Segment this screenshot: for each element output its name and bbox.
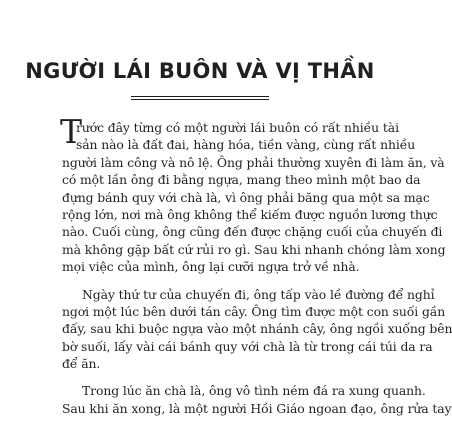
paragraph-3 xyxy=(62,382,452,417)
text-line: đấy, sau khi buộc ngựa vào một nhánh cây, ông ngồi xuống bên xyxy=(62,321,452,337)
text-line: bờ suối, lấy vài cái bánh quy với chà là từ trong cái túi da ra xyxy=(62,338,433,354)
text-line: mà không gặp bất cứ rủi ro gì. Sau khi nhanh chóng làm xong xyxy=(62,241,446,257)
chapter-title: NGƯỜI LÁI BUÔN VÀ VỊ THẦN xyxy=(25,59,375,83)
paragraph-2 xyxy=(62,286,452,373)
title-underline-ornament xyxy=(131,95,269,101)
text-line: để ăn. xyxy=(62,356,101,372)
text-line: Sau khi ăn xong, là một người Hồi Giáo ngoan đạo, ông rửa tay xyxy=(62,400,452,416)
story-body xyxy=(60,112,452,427)
text-line: người làm công và nô lệ. Ông phải thường xuyên đi làm ăn, và xyxy=(62,154,445,170)
text-line: đựng bánh quy với chà là, vì ông phải băng qua một sa mạc xyxy=(62,189,430,205)
text-line: ngơi một lúc bên dưới tán cây. Ông tìm được một con suối gần xyxy=(62,303,446,319)
text-line: nào. Cuối cùng, ông cũng đến được chặng cuối của chuyến đi xyxy=(62,224,443,240)
text-line: Trong lúc ăn chà là, ông vô tình ném đá ra xung quanh. xyxy=(82,383,426,399)
paragraph-1 xyxy=(60,112,446,276)
drop-cap: T xyxy=(60,112,82,151)
text-line: có một lần ông đi bằng ngựa, mang theo mình một bao da xyxy=(62,172,421,188)
text-line: rộng lớn, nơi mà ông không thể kiếm được nguồn lương thực xyxy=(62,206,438,222)
text-line: rước đây từng có một người lái buôn có rất nhiều tài xyxy=(76,120,399,135)
text-line: mọi việc của mình, ông lại cưỡi ngựa trở về nhà. xyxy=(62,259,360,275)
text-line: Ngày thứ tư của chuyến đi, ông tấp vào lề đường để nghỉ xyxy=(82,286,435,302)
text-line: sản nào là đất đai, hàng hóa, tiền vàng, cùng rất nhiều xyxy=(76,137,416,153)
